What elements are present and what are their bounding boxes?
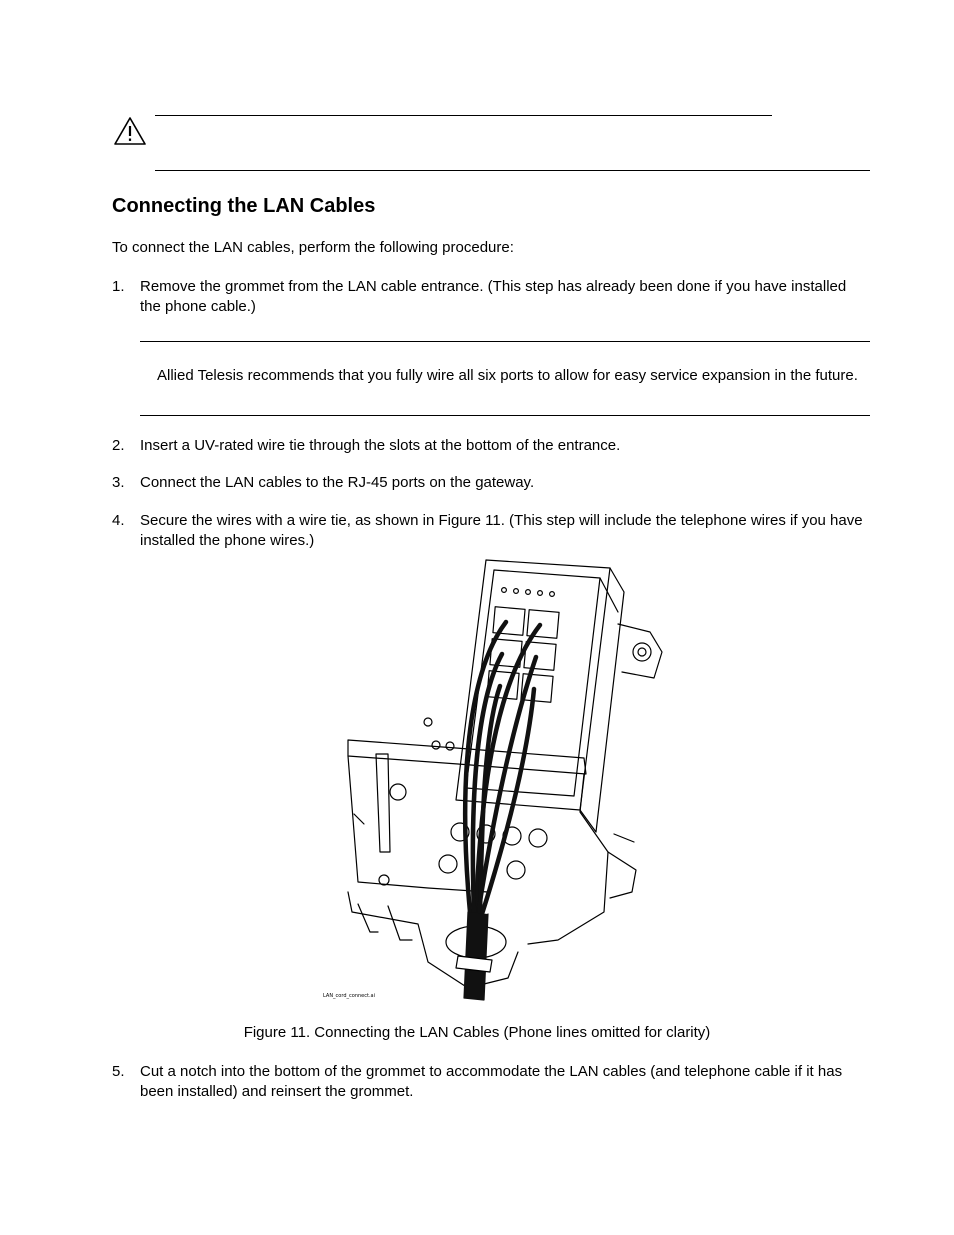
note-top-rule [140, 341, 870, 342]
step-number: 5. [112, 1063, 125, 1080]
step-text: Connect the LAN cables to the RJ-45 ports on the gateway. [140, 474, 535, 491]
note-bottom-rule [140, 415, 870, 416]
intro-text: To connect the LAN cables, perform the following procedure: [112, 239, 514, 256]
step-number: 3. [112, 474, 125, 491]
step-number: 4. [112, 512, 125, 529]
step-number: 2. [112, 437, 125, 454]
caution-top-rule [155, 115, 772, 116]
caution-bottom-rule [155, 170, 870, 171]
figure-illustration [318, 552, 668, 1002]
step-text: Remove the grommet from the LAN cable entrance. (This step has already been done if you have installed the phone cable.) [140, 278, 847, 315]
figure-filename: LAN_cord_connect.ai [323, 993, 375, 999]
figure-caption: Figure 11. Connecting the LAN Cables (Phone lines omitted for clarity) [243, 1024, 711, 1041]
step-text: Insert a UV-rated wire tie through the slots at the bottom of the entrance. [140, 437, 621, 454]
step-text: Cut a notch into the bottom of the grommet to accommodate the LAN cables (and telephone cable if it has been installed) and reinsert the grommet. [140, 1063, 843, 1100]
warning-triangle-icon [113, 116, 147, 146]
note-text: Allied Telesis recommends that you fully wire all six ports to allow for easy service expansion in the future. [157, 367, 858, 384]
section-heading: Connecting the LAN Cables [112, 195, 376, 217]
step-text: Secure the wires with a wire tie, as shown in Figure 11. (This step will include the telephone wires if you have installed the phone wires.) [140, 512, 863, 549]
step-number: 1. [112, 278, 125, 295]
